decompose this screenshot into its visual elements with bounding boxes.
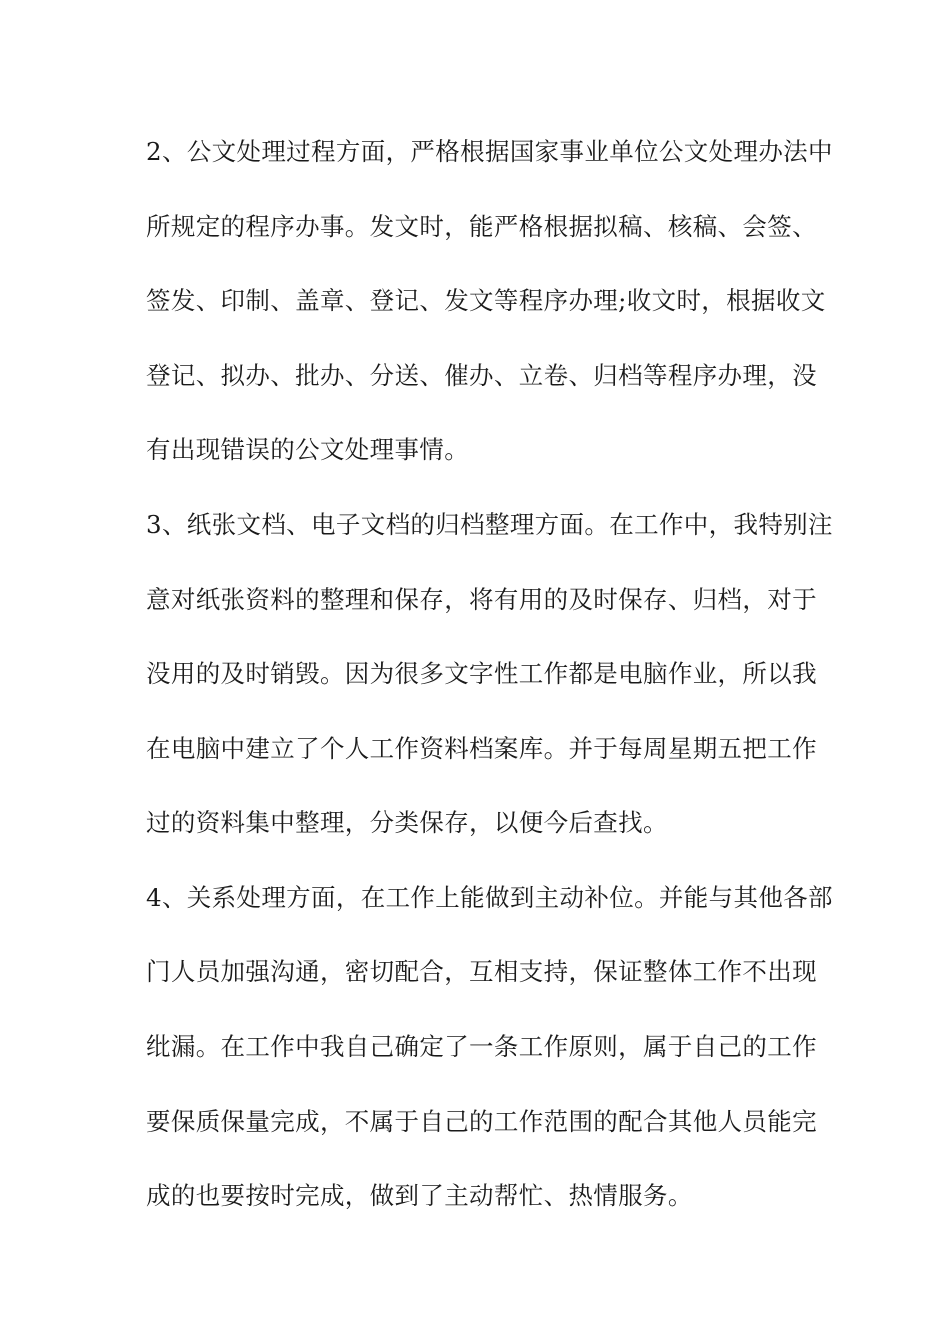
text-line: 意对纸张资料的整理和保存，将有用的及时保存、归档，对于 [146, 585, 817, 614]
text-line: 4、关系处理方面，在工作上能做到主动补位。并能与其他各部 [146, 883, 833, 912]
text-line: 有出现错误的公文处理事情。 [146, 435, 470, 464]
text-line: 登记、拟办、批办、分送、催办、立卷、归档等程序办理，没 [146, 361, 817, 390]
text-line: 3、纸张文档、电子文档的归档整理方面。在工作中，我特别注 [146, 510, 833, 539]
text-line: 要保质保量完成，不属于自己的工作范围的配合其他人员能完 [146, 1107, 817, 1136]
text-line: 没用的及时销毁。因为很多文字性工作都是电脑作业，所以我 [146, 659, 817, 688]
text-line: 成的也要按时完成，做到了主动帮忙、热情服务。 [146, 1181, 693, 1210]
text-line: 纰漏。在工作中我自己确定了一条工作原则，属于自己的工作 [146, 1032, 817, 1061]
text-line: 2、公文处理过程方面，严格根据国家事业单位公文处理办法中 [146, 137, 833, 166]
text-line: 门人员加强沟通，密切配合，互相支持，保证整体工作不出现 [146, 957, 817, 986]
text-line: 在电脑中建立了个人工作资料档案库。并于每周星期五把工作 [146, 734, 817, 763]
text-line: 所规定的程序办事。发文时，能严格根据拟稿、核稿、会签、 [146, 212, 817, 241]
text-line: 过的资料集中整理，分类保存，以便今后查找。 [146, 808, 668, 837]
text-line: 签发、印制、盖章、登记、发文等程序办理;收文时，根据收文 [146, 286, 826, 315]
